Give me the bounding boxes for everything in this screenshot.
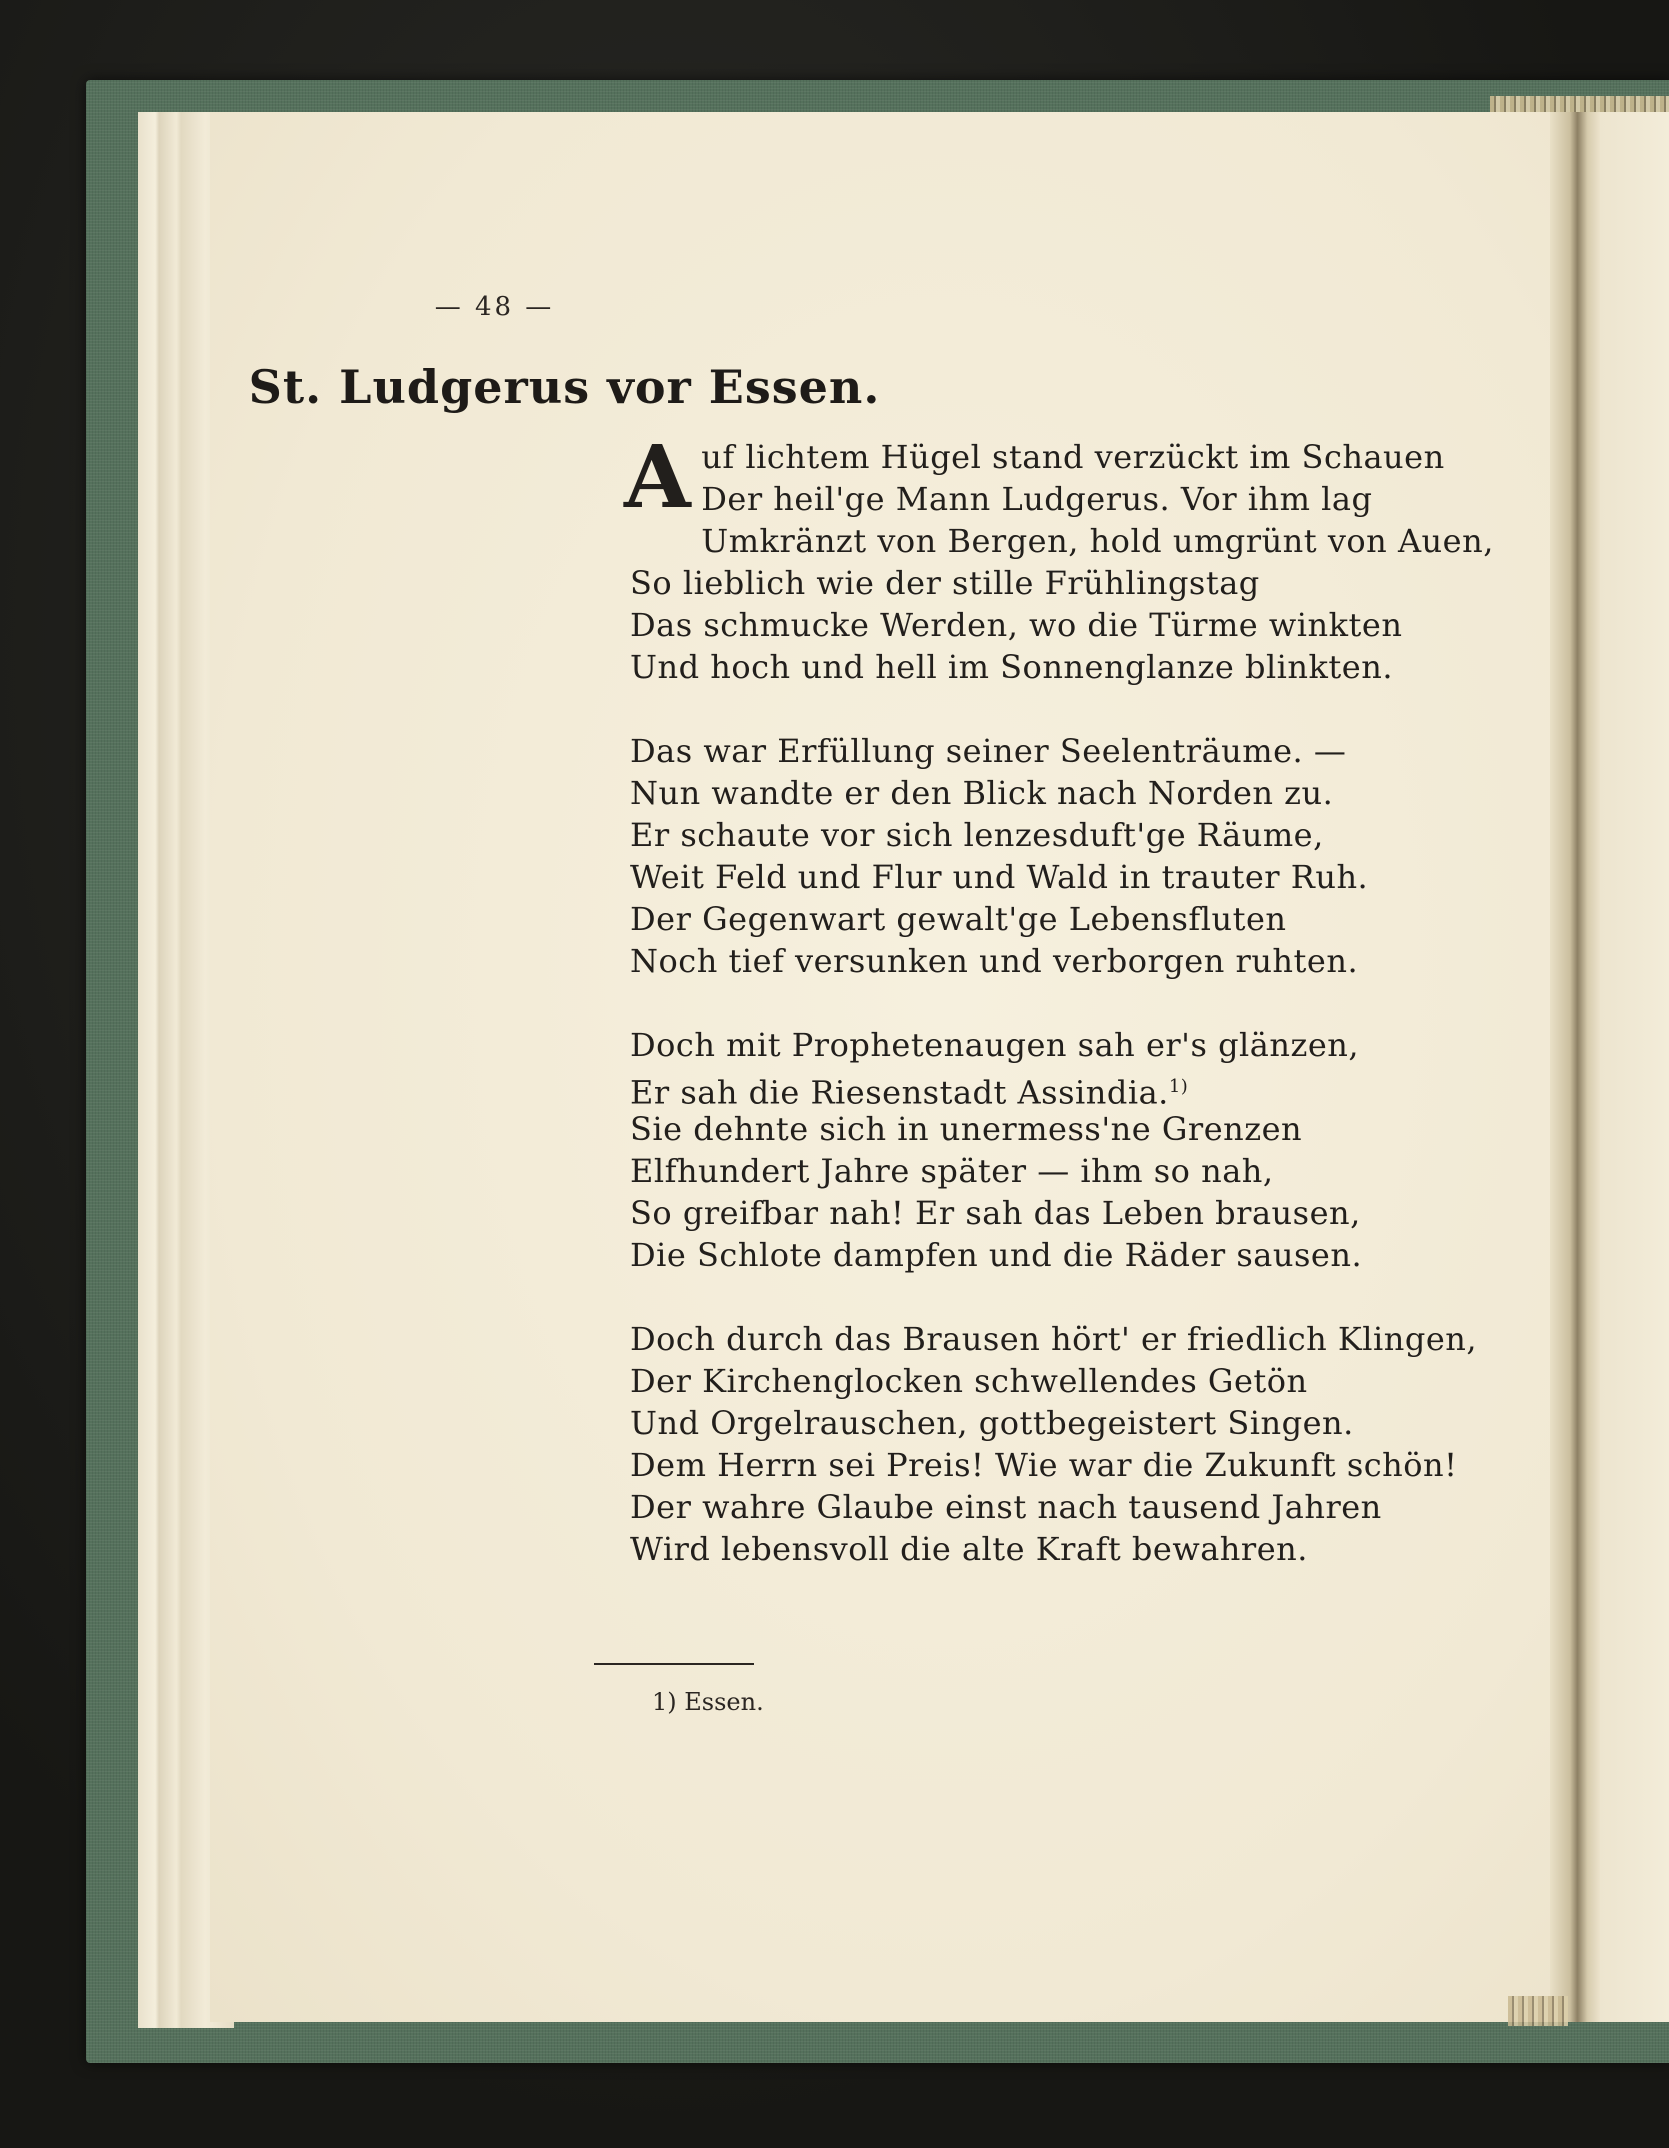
poem-line: Umkränzt von Bergen, hold umgrünt von Auen, [701, 522, 1494, 560]
poem-line: Der Gegenwart gewalt'ge Lebensfluten [630, 900, 1287, 938]
poem-line: uf lichtem Hügel stand verzückt im Schauen [701, 438, 1445, 476]
poem-title: St. Ludgerus vor Essen. [248, 360, 881, 414]
poem-line: Wird lebensvoll die alte Kraft bewahren. [630, 1530, 1308, 1568]
poem-body [624, 427, 1494, 1612]
footnote-reference: 1) [1168, 1076, 1189, 1097]
poem-line: Das schmucke Werden, wo die Türme winkten [630, 606, 1403, 644]
stanza-3 [630, 1024, 1430, 1276]
stanza-4 [630, 1318, 1478, 1570]
poem-line: So lieblich wie der stille Frühlingstag [630, 564, 1260, 602]
poem-line: Doch durch das Brausen hört' er friedlich Klingen, [630, 1320, 1478, 1358]
poem-line: Die Schlote dampfen und die Räder sausen. [630, 1236, 1363, 1274]
poem-line [630, 1066, 1430, 1112]
poem-line: Er schaute vor sich lenzesduft'ge Räume, [630, 816, 1324, 854]
poem-line: Und Orgelrauschen, gottbegeistert Singen. [630, 1404, 1354, 1442]
facing-page-edge [1600, 112, 1669, 2022]
footnote-marker: 1) [652, 1688, 677, 1716]
footnote-text: Essen. [684, 1688, 764, 1716]
poem-line: Weit Feld und Flur und Wald in trauter Ruh. [630, 858, 1369, 896]
poem-line: Doch mit Prophetenaugen sah er's glänzen, [630, 1026, 1360, 1064]
footnote [652, 1688, 764, 1716]
page-number: — 48 — [434, 292, 555, 322]
poem-line: So greifbar nah! Er sah das Leben brausen, [630, 1194, 1361, 1232]
poem-line-text: Er sah die Riesenstadt Assindia. [630, 1073, 1169, 1112]
footnote-divider [594, 1663, 754, 1665]
poem-line: Der heil'ge Mann Ludgerus. Vor ihm lag [701, 480, 1373, 518]
stanza-1 [624, 427, 1494, 688]
poem-line: Und hoch und hell im Sonnenglanze blinkten. [630, 648, 1393, 686]
poem-line: Noch tief versunken und verborgen ruhten. [630, 942, 1359, 980]
book-gutter [1550, 112, 1600, 2022]
drop-cap: A [624, 427, 692, 528]
poem-line: Das war Erfüllung seiner Seelenträume. — [630, 732, 1347, 770]
poem-line: Der Kirchenglocken schwellendes Getön [630, 1362, 1308, 1400]
poem-line: Sie dehnte sich in unermess'ne Grenzen [630, 1110, 1303, 1148]
stanza-2 [630, 730, 1430, 982]
poem-line: Nun wandte er den Blick nach Norden zu. [630, 774, 1334, 812]
poem-line: Der wahre Glaube einst nach tausend Jahren [630, 1488, 1382, 1526]
poem-line: Elfhundert Jahre später — ihm so nah, [630, 1152, 1274, 1190]
book-tailband [1508, 1996, 1568, 2026]
poem-line: Dem Herrn sei Preis! Wie war die Zukunft schön! [630, 1446, 1458, 1484]
